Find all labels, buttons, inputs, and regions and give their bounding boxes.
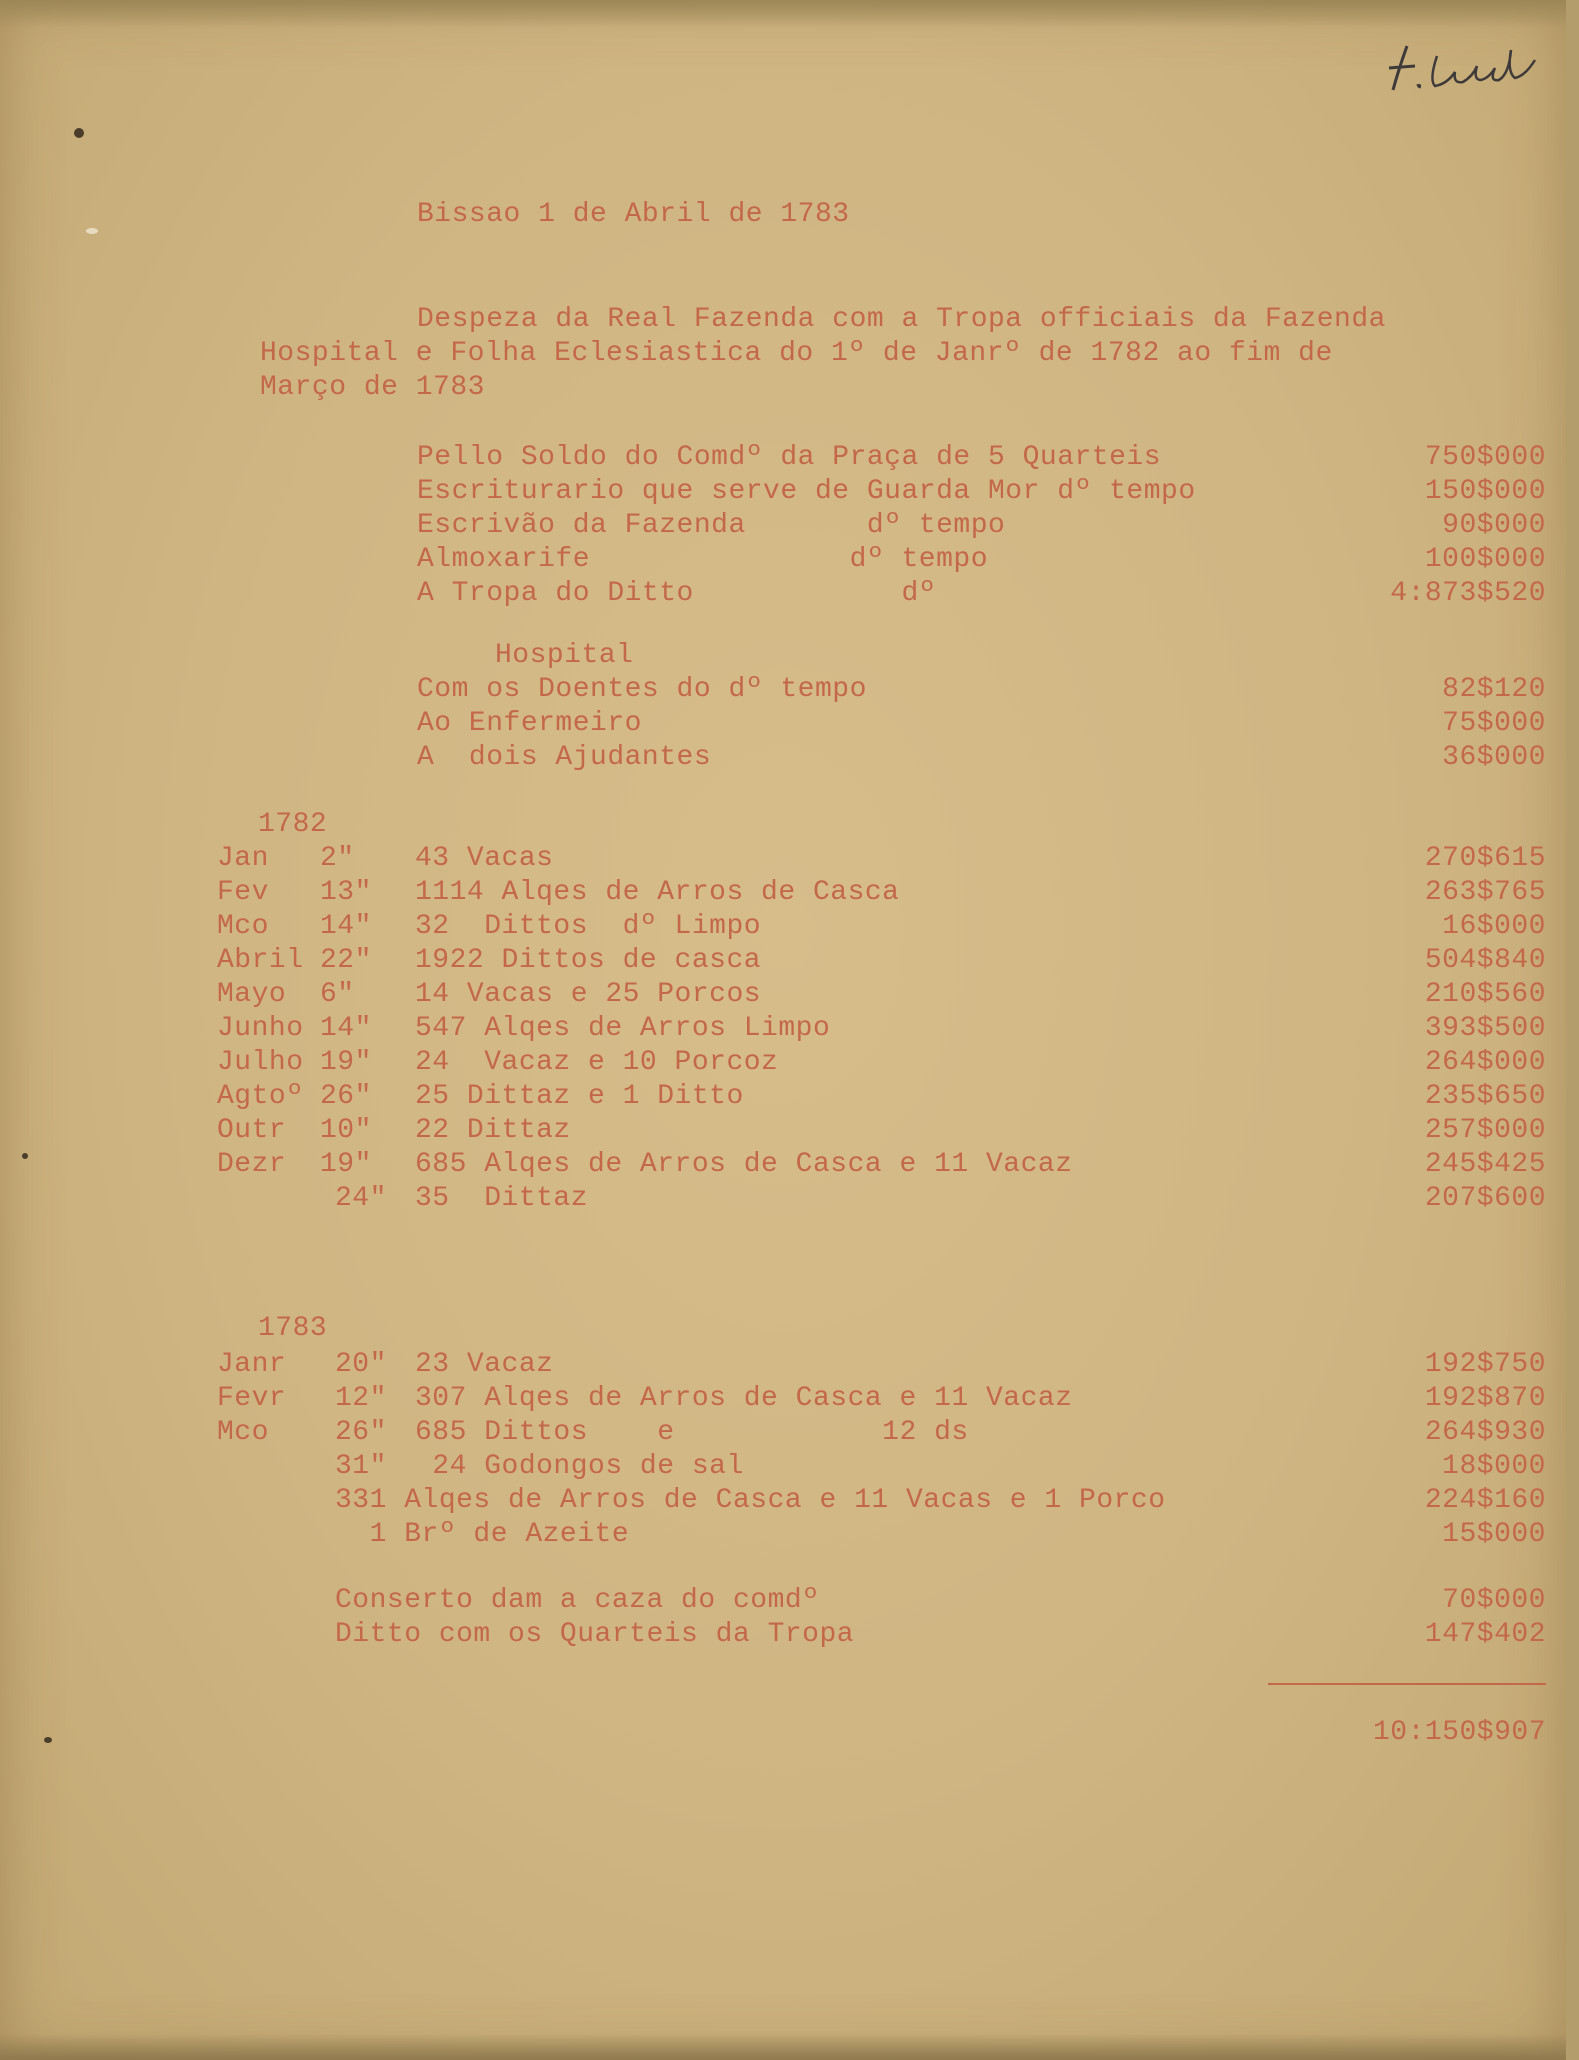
entry-description: 1114 Alqes de Arros de Casca <box>415 877 900 908</box>
entry-amount: 235$650 <box>1424 1081 1546 1112</box>
entry-amount: 15$000 <box>1442 1519 1546 1550</box>
entry-day: 26" <box>335 1417 387 1448</box>
entry-month: Julho <box>217 1047 304 1078</box>
entry-amount: 4:873$520 <box>1390 578 1546 609</box>
binder-hole-icon <box>74 128 84 138</box>
binder-hole-icon <box>86 228 98 234</box>
entry-description: 14 Vacas e 25 Porcos <box>415 979 762 1010</box>
entry-amount: 270$615 <box>1424 843 1546 874</box>
entry-description: 1922 Dittos de casca <box>415 945 762 976</box>
entry-amount: 504$840 <box>1424 945 1546 976</box>
place-date: Bissao 1 de Abril de 1783 <box>417 199 850 230</box>
entry-description: Com os Doentes do dº tempo <box>417 674 867 705</box>
entry-day: 19" <box>320 1047 372 1078</box>
entry-month: Janr <box>217 1349 287 1380</box>
entry-description: 23 Vacaz <box>415 1349 554 1380</box>
entry-day: 20" <box>335 1349 387 1380</box>
entry-amount: 210$560 <box>1424 979 1546 1010</box>
entry-description: Ao Enfermeiro <box>417 708 642 739</box>
entry-description: 547 Alqes de Arros Limpo <box>415 1013 831 1044</box>
entry-day: 31" <box>335 1451 387 1482</box>
paper-edge-top <box>0 0 1566 28</box>
entry-description: 24 Godongos de sal <box>415 1451 744 1482</box>
entry-month: Mayo <box>217 979 287 1010</box>
entry-day: 2" <box>320 843 355 874</box>
entry-amount: 90$000 <box>1442 510 1546 541</box>
entry-month: Fevr <box>217 1383 287 1414</box>
entry-month: Fev <box>217 877 269 908</box>
entry-amount: 100$000 <box>1424 544 1546 575</box>
entry-amount: 16$000 <box>1442 911 1546 942</box>
entry-amount: 192$870 <box>1424 1383 1546 1414</box>
intro-line: Despeza da Real Fazenda com a Tropa officiais da Fazenda <box>417 304 1386 335</box>
grand-total: 10:150$907 <box>1372 1717 1546 1748</box>
entry-description: 331 Alqes de Arros de Casca e 11 Vacas e 1 Porco <box>335 1485 1166 1516</box>
total-rule <box>1268 1683 1546 1685</box>
entry-day: 19" <box>320 1149 372 1180</box>
entry-month: Mco <box>217 911 269 942</box>
entry-month: Agtoº <box>217 1081 304 1112</box>
entry-amount: 750$000 <box>1424 442 1546 473</box>
entry-amount: 263$765 <box>1424 877 1546 908</box>
year-heading: 1783 <box>258 1313 328 1344</box>
entry-amount: 264$930 <box>1424 1417 1546 1448</box>
entry-day: 12" <box>335 1383 387 1414</box>
entry-description: 685 Dittos e 12 ds <box>415 1417 969 1448</box>
entry-description: Escriturario que serve de Guarda Mor dº tempo <box>417 476 1196 507</box>
section-title: Hospital <box>495 640 634 671</box>
entry-description: 685 Alqes de Arros de Casca e 11 Vacaz <box>415 1149 1073 1180</box>
binder-hole-icon <box>44 1737 52 1743</box>
entry-day: 22" <box>320 945 372 976</box>
entry-amount: 70$000 <box>1442 1585 1546 1616</box>
entry-description: 35 Dittaz <box>415 1183 589 1214</box>
entry-amount: 245$425 <box>1424 1149 1546 1180</box>
intro-line: Março de 1783 <box>260 372 485 403</box>
entry-month: Dezr <box>217 1149 287 1180</box>
paper-edge-bottom <box>0 2034 1566 2060</box>
entry-description: A Tropa do Ditto dº <box>417 578 937 609</box>
entry-description: Conserto dam a caza do comdº <box>335 1585 820 1616</box>
entry-amount: 393$500 <box>1424 1013 1546 1044</box>
entry-amount: 192$750 <box>1424 1349 1546 1380</box>
entry-amount: 18$000 <box>1442 1451 1546 1482</box>
entry-day: 14" <box>320 1013 372 1044</box>
entry-description: 32 Dittos dº Limpo <box>415 911 762 942</box>
entry-description: 25 Dittaz e 1 Ditto <box>415 1081 744 1112</box>
entry-amount: 264$000 <box>1424 1047 1546 1078</box>
entry-description: 24 Vacaz e 10 Porcoz <box>415 1047 779 1078</box>
entry-amount: 257$000 <box>1424 1115 1546 1146</box>
entry-day: 26" <box>320 1081 372 1112</box>
entry-amount: 147$402 <box>1424 1619 1546 1650</box>
entry-day: 6" <box>320 979 355 1010</box>
binder-hole-icon <box>22 1153 28 1159</box>
intro-line: Hospital e Folha Eclesiastica do 1º de Janrº de 1782 ao fim de <box>260 338 1333 369</box>
entry-description: 22 Dittaz <box>415 1115 571 1146</box>
entry-day: 13" <box>320 877 372 908</box>
entry-day: 24" <box>335 1183 387 1214</box>
entry-month: Junho <box>217 1013 304 1044</box>
entry-amount: 150$000 <box>1424 476 1546 507</box>
entry-amount: 36$000 <box>1442 742 1546 773</box>
entry-description: Escrivão da Fazenda dº tempo <box>417 510 1006 541</box>
entry-month: Outr <box>217 1115 287 1146</box>
year-heading: 1782 <box>258 809 328 840</box>
entry-amount: 75$000 <box>1442 708 1546 739</box>
entry-description: Pello Soldo do Comdº da Praça de 5 Quarteis <box>417 442 1162 473</box>
entry-month: Jan <box>217 843 269 874</box>
entry-description: A dois Ajudantes <box>417 742 712 773</box>
entry-description: 307 Alqes de Arros de Casca e 11 Vacaz <box>415 1383 1073 1414</box>
entry-description: Ditto com os Quarteis da Tropa <box>335 1619 855 1650</box>
handwritten-note <box>1385 38 1555 98</box>
entry-amount: 82$120 <box>1442 674 1546 705</box>
entry-description: 1 Brº de Azeite <box>335 1519 630 1550</box>
entry-description: Almoxarife dº tempo <box>417 544 988 575</box>
entry-description: 43 Vacas <box>415 843 554 874</box>
entry-amount: 207$600 <box>1424 1183 1546 1214</box>
entry-day: 14" <box>320 911 372 942</box>
entry-month: Abril <box>217 945 304 976</box>
entry-month: Mco <box>217 1417 269 1448</box>
entry-amount: 224$160 <box>1424 1485 1546 1516</box>
entry-day: 10" <box>320 1115 372 1146</box>
